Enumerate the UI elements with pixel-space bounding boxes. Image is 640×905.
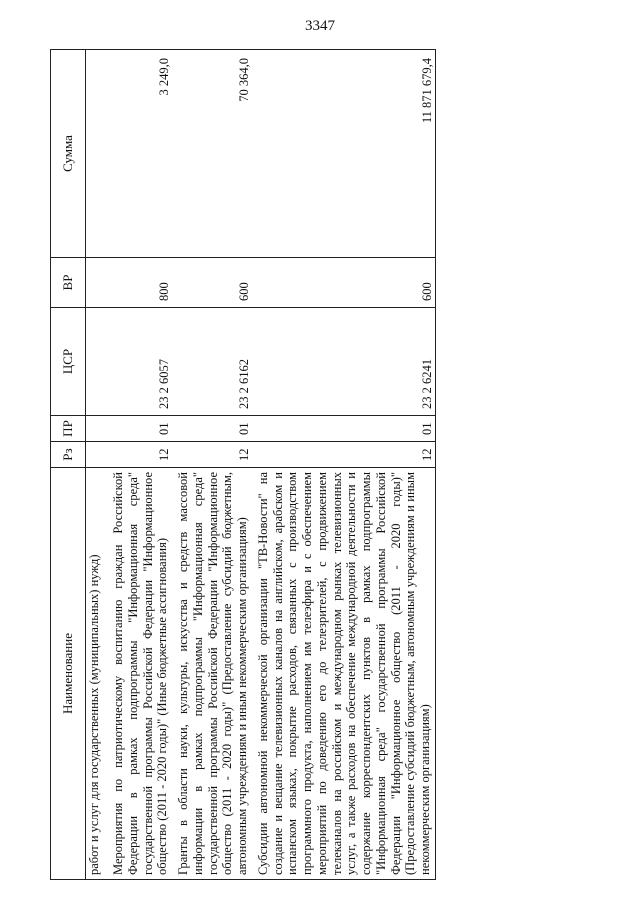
row-pr: 01 xyxy=(172,416,252,442)
header-name: Наименование xyxy=(51,468,86,880)
header-rz: Рз xyxy=(51,442,86,468)
header-sum: Сумма xyxy=(51,50,86,258)
row-csr: 23 2 6162 xyxy=(172,308,252,416)
row-csr: 23 2 6241 xyxy=(252,308,436,416)
continuation-text: работ и услуг для государственных (муниципальных) нужд) xyxy=(86,468,108,880)
page-number: 3347 xyxy=(305,18,335,34)
row-pr: 01 xyxy=(252,416,436,442)
row-vr: 800 xyxy=(107,258,172,308)
row-sum: 3 249,0 xyxy=(107,50,172,258)
row-rz: 12 xyxy=(252,442,436,468)
row-name: Гранты в области науки, культуры, искусства и средств массовой информации в рамках подпрограммы "Информационная среда" государственной программы Российской Федерации "Информационное общество (2011 - 2020 годы)" (Предоставление субсидий бюджетным, автономным учреждениям и иным некоммерческим организациям) xyxy=(172,468,252,880)
budget-table-rotated xyxy=(50,50,610,880)
empty-cell xyxy=(86,50,108,258)
row-pr: 01 xyxy=(107,416,172,442)
row-sum: 70 364,0 xyxy=(172,50,252,258)
empty-cell xyxy=(86,258,108,308)
row-csr: 23 2 6057 xyxy=(107,308,172,416)
empty-cell xyxy=(86,308,108,416)
row-rz: 12 xyxy=(172,442,252,468)
row-rz: 12 xyxy=(107,442,172,468)
empty-cell xyxy=(86,416,108,442)
table-row xyxy=(107,50,172,880)
header-vr: ВР xyxy=(51,258,86,308)
header-csr: ЦСР xyxy=(51,308,86,416)
row-name: Субсидии автономной некоммерческой организации "ТВ-Новости" на создание и вещание телевизионных каналов на английском, арабском и испанском языках, покрытие расходов, связанных с производством программного продукта, наполнением им телеэфира и с обеспечением мероприятий по доведению его до телезрителей, с продвижением телеканалов на российском и международном рынках телевизионных услуг, а также расходов на обеспечение международной деятельности и содержание корреспондентских пунктов в рамках подпрограммы "Информационная среда" государственной программы Российской Федерации "Информационное общество (2011 - 2020 годы)" (Предоставление субсидий бюджетным, автономным учреждениям и иным некоммерческим организациям) xyxy=(252,468,436,880)
row-sum: 11 871 679,4 xyxy=(252,50,436,258)
budget-table xyxy=(50,49,436,880)
table-row xyxy=(172,50,252,880)
header-pr: ПР xyxy=(51,416,86,442)
row-vr: 600 xyxy=(172,258,252,308)
continuation-row xyxy=(86,50,108,880)
row-vr: 600 xyxy=(252,258,436,308)
table-header-row xyxy=(51,50,86,880)
row-name: Мероприятия по патриотическому воспитанию граждан Российской Федерации в рамках подпрограммы "Информационная среда" государственной программы Российской Федерации "Информационное общество (2011 - 2020 годы)" (Иные бюджетные ассигнования) xyxy=(107,468,172,880)
table-row xyxy=(252,50,436,880)
empty-cell xyxy=(86,442,108,468)
